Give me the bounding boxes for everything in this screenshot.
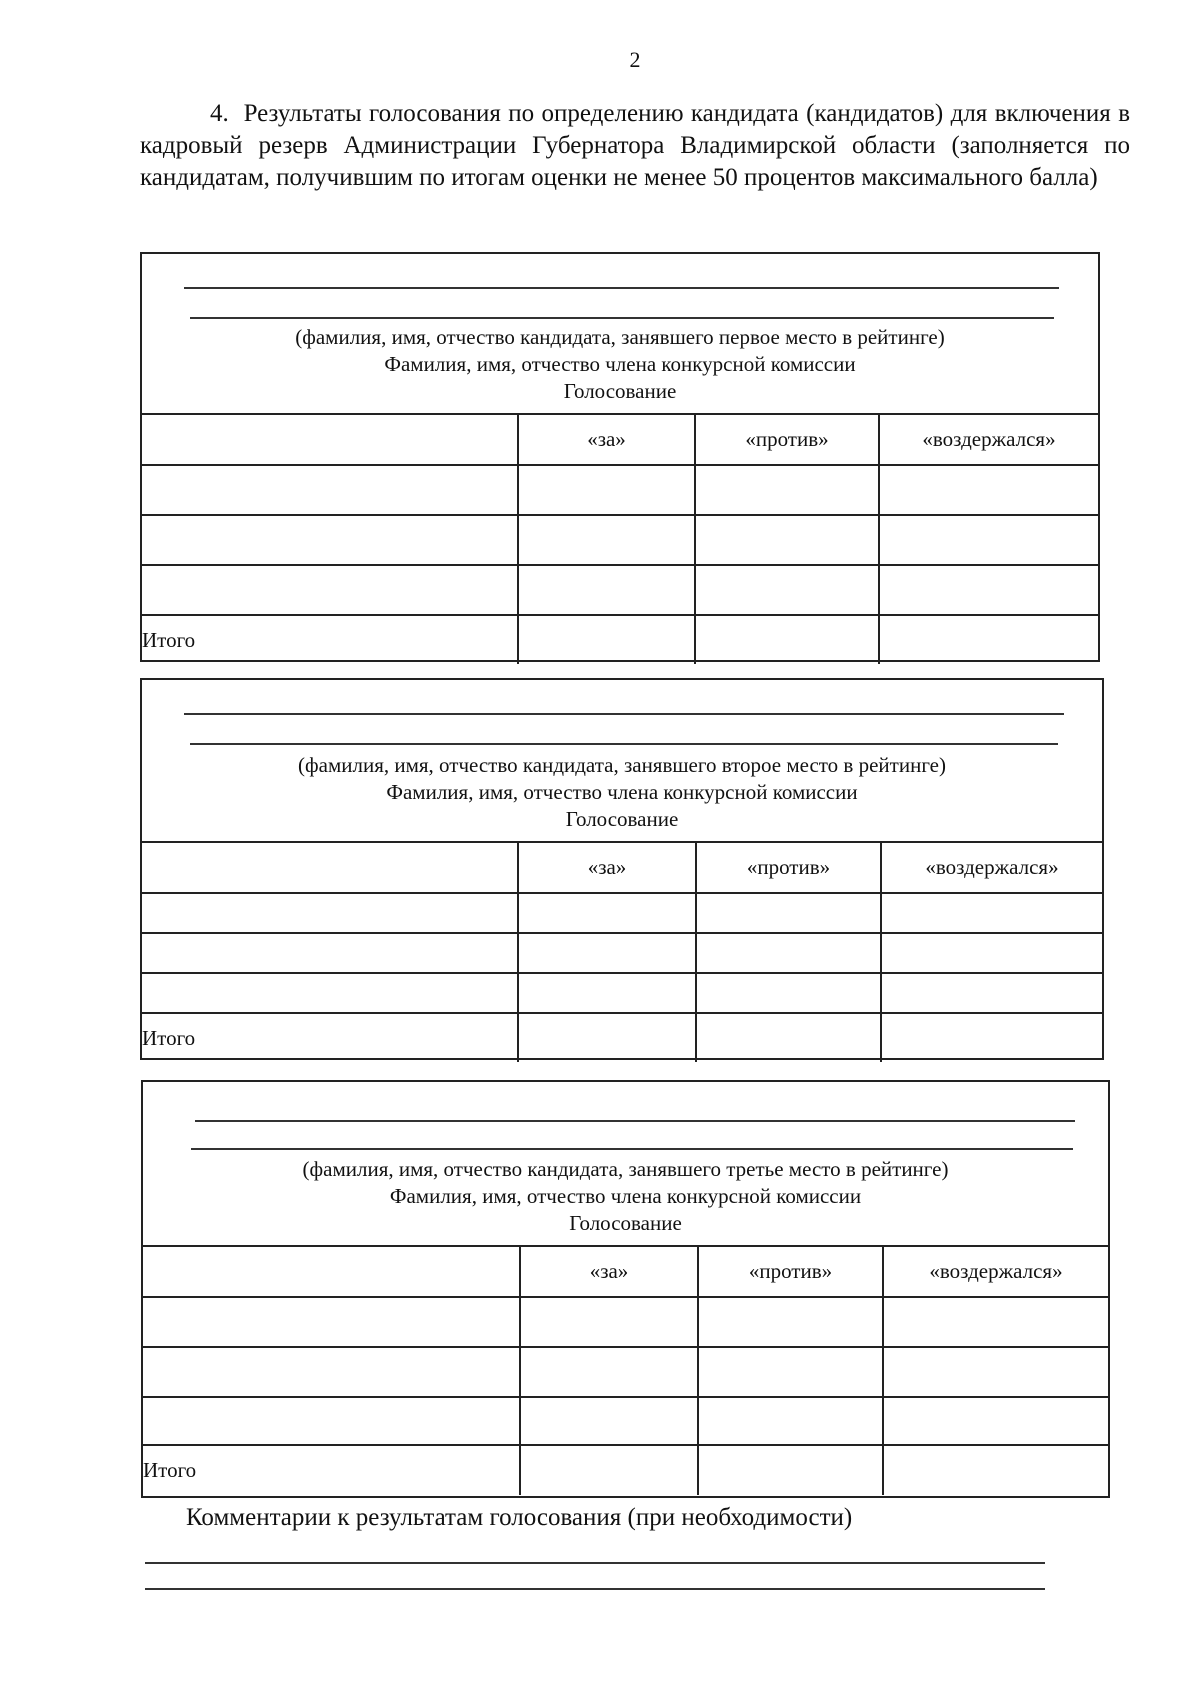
vote-against-cell[interactable] — [695, 515, 879, 565]
candidate-caption: (фамилия, имя, отчество кандидата, занявшего третье место в рейтинге) — [302, 1157, 949, 1181]
total-against-cell[interactable] — [695, 615, 879, 664]
total-label: Итого — [143, 1445, 520, 1495]
page-number: 2 — [629, 47, 641, 72]
table-header-row — [142, 843, 1102, 893]
vote-for-cell[interactable] — [520, 1347, 698, 1397]
member-name-header-cell — [142, 843, 518, 893]
table-row — [143, 1397, 1108, 1445]
total-abstained-cell[interactable] — [879, 615, 1098, 664]
column-header-for: «за» — [518, 843, 696, 893]
vote-for-cell[interactable] — [520, 1297, 698, 1347]
column-header-abstained: «воздержался» — [881, 843, 1102, 893]
vote-abstained-cell[interactable] — [879, 565, 1098, 615]
vote-against-cell[interactable] — [696, 973, 881, 1013]
candidate-name-line[interactable] — [195, 1120, 1075, 1122]
candidate-name-line[interactable] — [184, 287, 1059, 289]
block-header — [143, 1082, 1108, 1247]
member-name-header-cell — [142, 415, 518, 465]
vote-against-cell[interactable] — [695, 565, 879, 615]
table-header-row — [143, 1247, 1108, 1297]
vote-abstained-cell[interactable] — [881, 933, 1102, 973]
vote-block-second-place — [140, 678, 1104, 1060]
total-for-cell[interactable] — [518, 615, 695, 664]
vote-abstained-cell[interactable] — [883, 1347, 1108, 1397]
table-row — [142, 933, 1102, 973]
vote-abstained-cell[interactable] — [881, 893, 1102, 933]
intro-paragraph — [140, 98, 1130, 194]
member-name-cell[interactable] — [142, 973, 518, 1013]
vote-for-cell[interactable] — [518, 465, 695, 515]
vote-for-cell[interactable] — [518, 893, 696, 933]
total-for-cell[interactable] — [518, 1013, 696, 1062]
candidate-caption: (фамилия, имя, отчество кандидата, занявшего второе место в рейтинге) — [298, 753, 946, 777]
table-header-row — [142, 415, 1098, 465]
block-header — [142, 680, 1102, 843]
candidate-name-line[interactable] — [191, 1148, 1073, 1150]
member-name-cell[interactable] — [142, 893, 518, 933]
candidate-name-line[interactable] — [190, 317, 1054, 319]
candidate-name-line[interactable] — [190, 743, 1058, 745]
vote-abstained-cell[interactable] — [879, 465, 1098, 515]
total-abstained-cell[interactable] — [881, 1013, 1102, 1062]
member-name-cell[interactable] — [142, 565, 518, 615]
vote-table — [142, 415, 1098, 664]
member-name-header-cell — [143, 1247, 520, 1297]
table-row — [142, 973, 1102, 1013]
total-label: Итого — [142, 1013, 518, 1062]
vote-against-cell[interactable] — [698, 1297, 883, 1347]
vote-block-third-place — [141, 1080, 1110, 1498]
vote-abstained-cell[interactable] — [883, 1397, 1108, 1445]
vote-for-cell[interactable] — [518, 933, 696, 973]
vote-against-cell[interactable] — [696, 893, 881, 933]
vote-against-cell[interactable] — [696, 933, 881, 973]
member-name-cell[interactable] — [142, 933, 518, 973]
member-label: Фамилия, имя, отчество члена конкурсной комиссии — [386, 780, 858, 804]
vote-for-cell[interactable] — [518, 515, 695, 565]
intro-text: Результаты голосования по определению кандидата (кандидатов) для включения в кадровый резерв Администрации Губернатора Владимирской области (заполняется по кандидатам, получившим по итогам оценки не менее 50 процентов максимального балла) — [140, 100, 1130, 191]
candidate-caption: (фамилия, имя, отчество кандидата, занявшего первое место в рейтинге) — [295, 325, 945, 349]
member-name-cell[interactable] — [142, 515, 518, 565]
vote-for-cell[interactable] — [520, 1397, 698, 1445]
column-header-against: «против» — [696, 843, 881, 893]
vote-for-cell[interactable] — [518, 565, 695, 615]
total-against-cell[interactable] — [698, 1445, 883, 1495]
member-name-cell[interactable] — [143, 1347, 520, 1397]
member-name-cell[interactable] — [143, 1297, 520, 1347]
column-header-for: «за» — [518, 415, 695, 465]
column-header-abstained: «воздержался» — [879, 415, 1098, 465]
vote-abstained-cell[interactable] — [879, 515, 1098, 565]
table-row — [143, 1347, 1108, 1397]
table-row — [142, 515, 1098, 565]
total-row — [142, 1013, 1102, 1062]
column-header-abstained: «воздержался» — [883, 1247, 1108, 1297]
candidate-name-line[interactable] — [184, 713, 1064, 715]
column-header-against: «против» — [695, 415, 879, 465]
vote-abstained-cell[interactable] — [881, 973, 1102, 1013]
table-row — [142, 565, 1098, 615]
table-row — [143, 1297, 1108, 1347]
member-label: Фамилия, имя, отчество члена конкурсной комиссии — [389, 1184, 862, 1208]
total-for-cell[interactable] — [520, 1445, 698, 1495]
vote-table — [143, 1247, 1108, 1495]
table-row — [142, 893, 1102, 933]
member-name-cell[interactable] — [142, 465, 518, 515]
block-header-text — [142, 324, 1098, 405]
member-label: Фамилия, имя, отчество члена конкурсной комиссии — [384, 352, 856, 376]
table-row — [142, 465, 1098, 515]
intro-number: 4. — [210, 100, 229, 127]
vote-against-cell[interactable] — [698, 1397, 883, 1445]
total-row — [143, 1445, 1108, 1495]
column-header-for: «за» — [520, 1247, 698, 1297]
block-header-text — [143, 1156, 1108, 1237]
vote-label: Голосование — [569, 1211, 682, 1235]
block-header — [142, 254, 1098, 415]
comment-line[interactable] — [145, 1588, 1045, 1590]
comment-line[interactable] — [145, 1562, 1045, 1564]
vote-for-cell[interactable] — [518, 973, 696, 1013]
vote-against-cell[interactable] — [695, 465, 879, 515]
column-header-against: «против» — [698, 1247, 883, 1297]
block-header-text — [142, 752, 1102, 833]
member-name-cell[interactable] — [143, 1397, 520, 1445]
total-against-cell[interactable] — [696, 1013, 881, 1062]
vote-against-cell[interactable] — [698, 1347, 883, 1397]
comments-label: Комментарии к результатам голосования (при необходимости) — [186, 1504, 853, 1531]
vote-label: Голосование — [565, 807, 679, 831]
vote-label: Голосование — [563, 379, 677, 403]
total-row — [142, 615, 1098, 664]
vote-abstained-cell[interactable] — [883, 1297, 1108, 1347]
total-abstained-cell[interactable] — [883, 1445, 1108, 1495]
vote-table — [142, 843, 1102, 1062]
vote-block-first-place — [140, 252, 1100, 662]
total-label: Итого — [142, 615, 518, 664]
